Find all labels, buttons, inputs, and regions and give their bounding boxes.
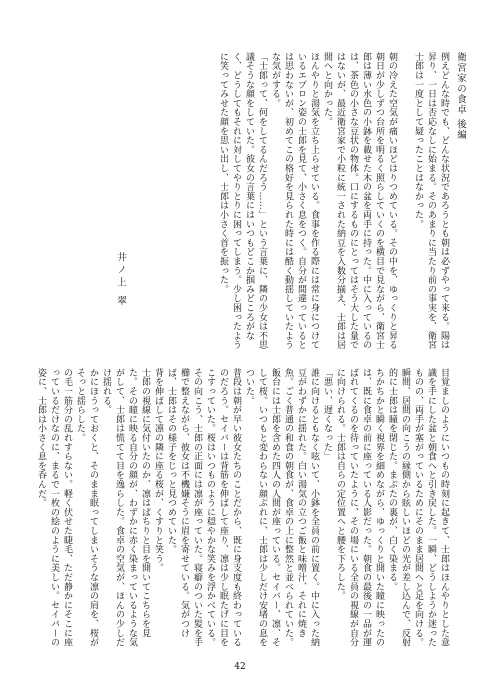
upper-text-block bbox=[132, 52, 450, 352]
lower-text-block bbox=[16, 368, 450, 653]
lower-paragraph: 背を伸ばして凛の隣に座る桜が、くすりと笑う。 bbox=[153, 368, 163, 573]
upper-paragraph: 「士郎って、何をしてるんだろう……」という言葉に、隣の少女は不思議そうな顔をしていた。彼女の言葉にはいつもどこか掴みどころがなく、どうしてもそれに対してやりとりに困ってしまう。少し困ったように笑ってみせた顔を思い出し、士郎は小さく首を振った。 bbox=[218, 52, 267, 350]
lower-paragraph: その向こう、士郎の正面には凛が座っていた。寝癖のついた髪を手櫛で整えながら、彼女は不機嫌そうに眉を寄せている。気がつけば、士郎はその様子をじっと見つめていた。 bbox=[166, 368, 202, 647]
lower-paragraph: 誰に向けるともなく呟いて、小鉢を全員の前に置く。中に入った納豆がわずかに揺れた。白い湯気の立つご飯と味噌汁、それに焼き魚。ごく普通の和食の朝食が、食卓の上に整然と並べられていた。 bbox=[283, 368, 319, 647]
upper-paragraph: 例えどんな時でも、どんな状況であろうとも朝は必ずやって来る。陽は昇り、一日は否応なしに始まる。そのあまりに当たり前の事実を、衛宮士郎は一度として疑ったことはなかった。 bbox=[413, 52, 449, 350]
lower-paragraph: ちかちかと瞬く視界を細めながら、ゆっくりと開いた瞳に映ったのは、既に食卓の前に座っている人影だった。朝食の最後の一品が運ばれてくるのを待っていたように、その場にいる全員の視線が自分に向けられる。士郎は自らの定位置へと腰を下ろした。 bbox=[335, 368, 384, 647]
lower-paragraph: 瞬間、居間の向こうの縁側から眩しいほどの光が差し込んで、反射的に士郎は瞳を閉じた。まぶたの裏が、白く染まる。 bbox=[387, 368, 410, 647]
chapter-title: 衛宮家の食卓 後編 bbox=[455, 52, 466, 141]
lower-paragraph: 士郎の視線に気付いたのか、凛はぱちりと目を開いてこちらを見た。その瞳に映る自分の顔が、わずかに赤く染まっているような気がして、士郎は慌てて目を逸らした。食卓の空気が、ほんの少しだけ揺れる。 bbox=[101, 368, 150, 647]
lower-paragraph: かにほうっておくと、そのまま眠ってしまいそうな凛の肩を、桜がそっと揺らした。 bbox=[75, 368, 98, 647]
lower-paragraph: 「悪い、遅くなった」 bbox=[322, 368, 332, 461]
lower-paragraph: 飯台には士郎を含めた四人の人間が座っている。セイバー、凛、そして桜。いつもと変わらない顔ぶれに、士郎は少しだけ安堵の息をついた。 bbox=[244, 368, 280, 647]
lower-paragraph: 普段は朝が早い彼女たちのことだから、既に身支度も終わっているのだろう。セイバーは背筋を伸ばして座り、凛は少し眠たげに目をこすっていた。桜はいつものように穏やかな笑みを浮かべている。 bbox=[205, 368, 241, 647]
lower-paragraph: 目覚ましのようにいつもの時刻に起きて、士郎はほんやりとした意識を手にした盆と朝食へと引き戻した。一瞬、どうしようか迷ったものの、両手が塞がっているためにそのまま居間へと足を向ける。 bbox=[413, 368, 449, 647]
lower-paragraph: の毛一筋分の乱れすらない。軽く伏せた睫毛、ただ静かにそこに座っているだけなのに、まるで一枚の絵のように美しい。セイバーの姿に、士郎は小さく息を呑んだ。 bbox=[36, 368, 72, 647]
page-number: 42 bbox=[234, 662, 246, 672]
upper-paragraph: 朝の冷えた空気が痛いほどはりつめている。その中を、ゆっくりと昇る朝日が少しずつ台所を明るく照らしていくのを横目で見ながら、衛宮士郎は薄い水色の小鉢を載せた木の盆を両手に持った。中に入っているのは、茶色の小さな豆状の物体。口にするものにとってはそう大した量ではないが、最近衛宮家で小粒に統一された納豆を入数分揃え、士郎は居間へと向かった。 bbox=[322, 52, 397, 350]
upper-paragraph: ほんやりと湯気を立ち上らせている。食事を作る際には常に身につけているエプロン姿の士郎を見て、小さく息をつく。自分が間違っているとは思わないが、初めてこの格好を見られた時には酷く動揺していたような気がする。 bbox=[270, 52, 319, 350]
author-name: 井ノ上 翠 bbox=[115, 252, 126, 309]
